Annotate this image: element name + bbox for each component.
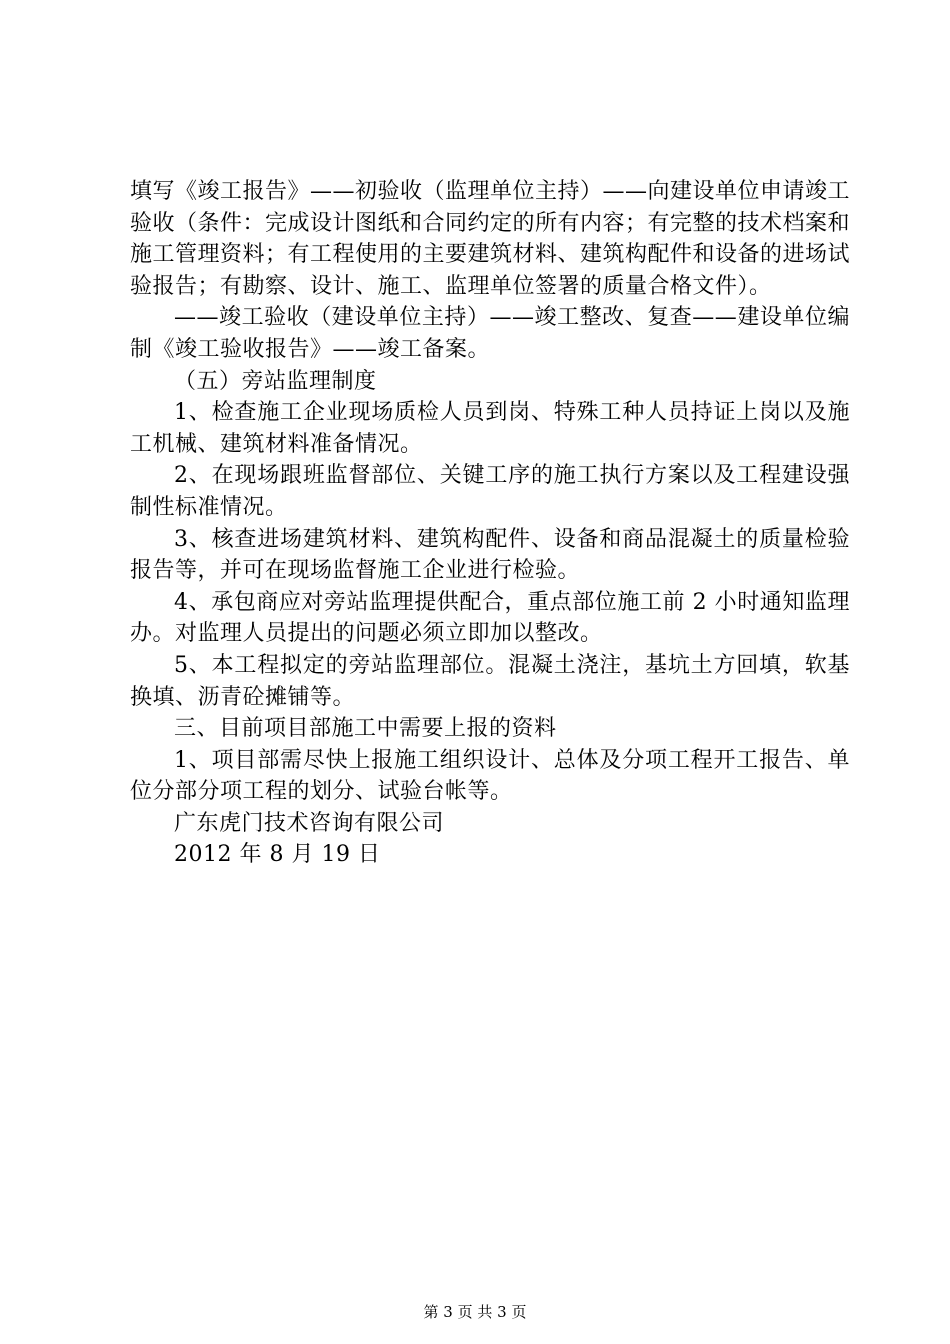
list-item-5-supervision-parts: 5、本工程拟定的旁站监理部位。混凝土浇注，基坑土方回填，软基换填、沥青砼摊铺等。 <box>130 652 850 710</box>
page-number-label: 第 3 页 共 3 页 <box>423 1303 527 1321</box>
section-heading-side-supervision: （五）旁站监理制度 <box>174 368 377 394</box>
document-body <box>130 176 850 871</box>
list-item-4-contractor-cooperation: 4、承包商应对旁站监理提供配合，重点部位施工前 2 小时通知监理办。对监理人员提出的问题必须立即加以整改。 <box>130 589 850 647</box>
paragraph-acceptance-process: 填写《竣工报告》——初验收（监理单位主持）——向建设单位申请竣工验收（条件：完成设计图纸和合同约定的所有内容；有完整的技术档案和施工管理资料；有工程使用的主要建筑材料、建筑构配件和设备的进场试验报告；有勘察、设计、施工、监理单位签署的质量合格文件）。 <box>130 179 851 299</box>
list-item-3-material-check: 3、核查进场建筑材料、建筑构配件、设备和商品混凝土的质量检验报告等，并可在现场监督施工企业进行检验。 <box>130 526 850 584</box>
section-heading-reporting-materials: 三、目前项目部施工中需要上报的资料 <box>174 716 557 742</box>
paragraph-final-acceptance: ——竣工验收（建设单位主持）——竣工整改、复查——建设单位编制《竣工验收报告》——竣工备案。 <box>130 305 850 362</box>
document-date: 2012 年 8 月 19 日 <box>174 842 381 868</box>
page-footer <box>0 1302 950 1322</box>
list-item-1-inspection: 1、检查施工企业现场质检人员到岗、特殊工种人员持证上岗以及施工机械、建筑材料准备情况。 <box>130 400 850 457</box>
company-signature: 广东虎门技术咨询有限公司 <box>174 810 445 836</box>
list-item-2-onsite-supervision: 2、在现场跟班监督部位、关键工序的施工执行方案以及工程建设强制性标准情况。 <box>130 463 850 520</box>
list-item-1-reports: 1、项目部需尽快上报施工组织设计、总体及分项工程开工报告、单位分部分项工程的划分、试验台帐等。 <box>130 747 850 805</box>
